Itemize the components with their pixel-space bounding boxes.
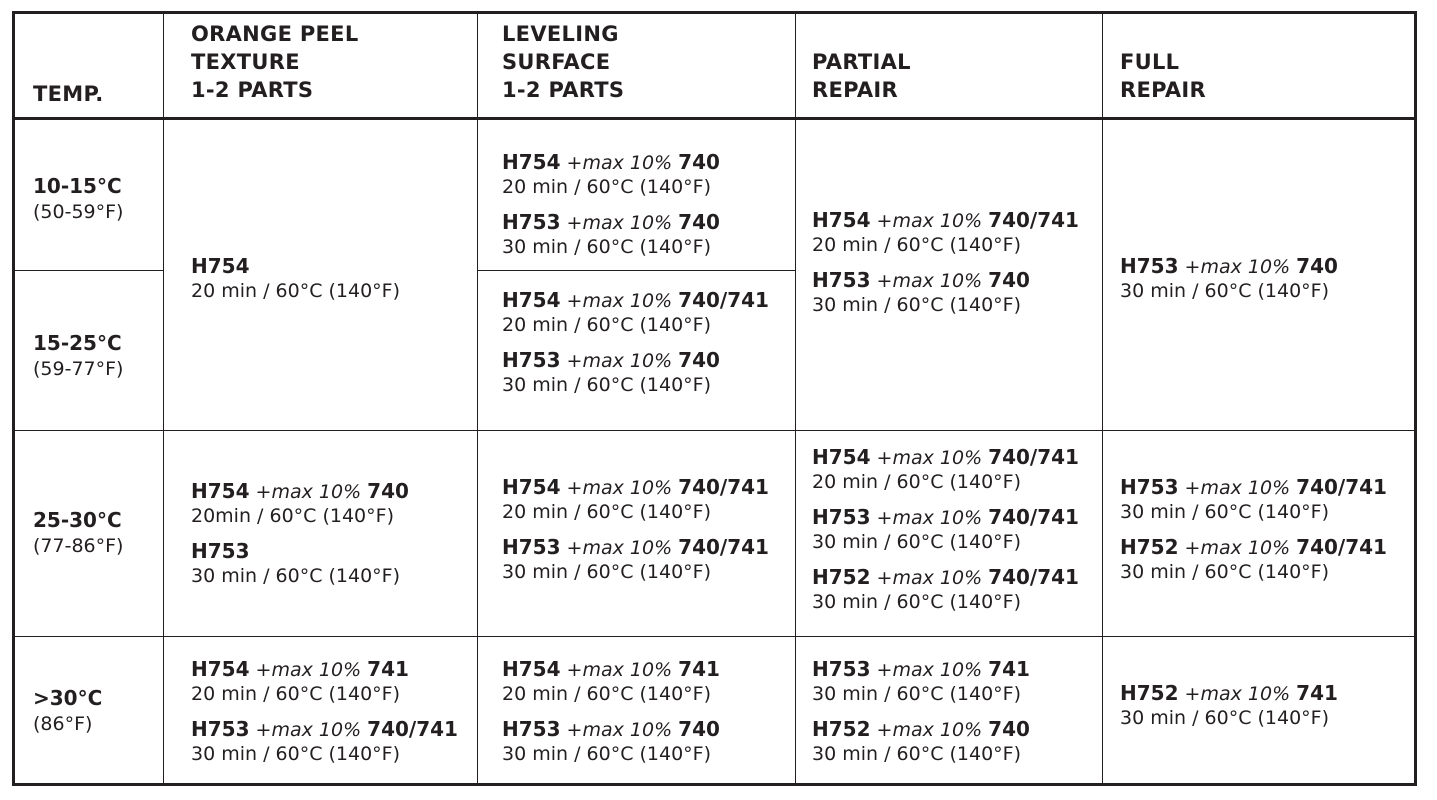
header-line: ORANGE PEEL xyxy=(191,22,359,46)
full-repair-30-cell xyxy=(1120,681,1338,730)
recipe-entry xyxy=(502,475,769,524)
row-divider xyxy=(15,636,1414,637)
recipe-mix xyxy=(502,348,769,373)
additive-ratio: +max 10% xyxy=(560,152,679,174)
temp-cell xyxy=(33,685,102,737)
additive-ratio: +max 10% xyxy=(1178,256,1297,278)
product-code: H753 xyxy=(502,717,561,741)
recipe-mix xyxy=(191,717,458,742)
product-code: H753 xyxy=(812,268,871,292)
partial-repair-25-30-cell xyxy=(812,445,1079,614)
header-line: REPAIR xyxy=(1120,78,1207,102)
additive-ratio: +max 10% xyxy=(870,567,989,589)
cure-time: 30 min / 60°C (140°F) xyxy=(191,565,401,587)
orange-peel-25-30-cell xyxy=(191,479,409,588)
recipe-mix xyxy=(191,479,409,504)
cure-time: 20 min / 60°C (140°F) xyxy=(812,471,1022,493)
hardener-code: 740 xyxy=(988,717,1030,741)
additive-ratio: +max 10% xyxy=(249,481,368,503)
recipe-mix xyxy=(502,535,769,560)
additive-ratio: +max 10% xyxy=(249,719,368,741)
header-line: TEXTURE xyxy=(191,50,300,74)
additive-ratio: +max 10% xyxy=(870,447,989,469)
product-code: H752 xyxy=(1120,535,1179,559)
leveling-15-25-cell xyxy=(502,288,769,397)
product-code: H753 xyxy=(1120,475,1179,499)
cure-time: 30 min / 60°C (140°F) xyxy=(1120,501,1330,523)
product-code: H754 xyxy=(502,657,561,681)
recipe-entry xyxy=(812,208,1079,257)
hardener-code: 740 xyxy=(678,717,720,741)
cure-time: 30 min / 60°C (140°F) xyxy=(1120,707,1330,729)
hardener-code: 740 xyxy=(367,479,409,503)
temp-fahrenheit: (86°F) xyxy=(33,713,93,735)
leveling-30-cell xyxy=(502,657,720,766)
recipe-entry xyxy=(1120,475,1387,524)
hardener-code: 740 xyxy=(988,268,1030,292)
recipe-entry xyxy=(502,288,769,337)
additive-ratio: +max 10% xyxy=(560,290,679,312)
column-divider xyxy=(795,14,796,783)
hardener-code: 740/741 xyxy=(678,535,769,559)
recipe-entry xyxy=(812,717,1030,766)
recipe-entry xyxy=(191,254,400,303)
hardener-code: 740 xyxy=(678,150,720,174)
temp-cell xyxy=(33,330,123,382)
partial-repair-30-cell xyxy=(812,657,1030,766)
recipe-entry xyxy=(502,348,769,397)
cure-time: 30 min / 60°C (140°F) xyxy=(812,294,1022,316)
additive-ratio: +max 10% xyxy=(560,212,679,234)
product-code: H753 xyxy=(191,539,250,563)
temp-value: 15-25°C xyxy=(33,331,122,355)
recipe-mix xyxy=(1120,535,1387,560)
recipe-mix xyxy=(812,505,1079,530)
cure-time: 30 min / 60°C (140°F) xyxy=(502,374,712,396)
header-line: REPAIR xyxy=(812,78,899,102)
hardener-code: 741 xyxy=(1296,681,1338,705)
row-divider xyxy=(15,430,1414,431)
temp-cell xyxy=(33,507,123,559)
row-divider xyxy=(477,270,795,271)
temp-value: 10-15°C xyxy=(33,174,122,198)
temp-cell xyxy=(33,173,123,225)
cure-time: 20 min / 60°C (140°F) xyxy=(502,683,712,705)
product-code: H754 xyxy=(191,657,250,681)
product-code: H753 xyxy=(502,535,561,559)
cure-time: 30 min / 60°C (140°F) xyxy=(1120,280,1330,302)
row-divider xyxy=(15,270,163,271)
hardener-code: 741 xyxy=(367,657,409,681)
recipe-mix xyxy=(812,208,1079,233)
additive-ratio: +max 10% xyxy=(560,719,679,741)
product-code: H754 xyxy=(502,288,561,312)
recipe-entry xyxy=(191,539,409,588)
header-line: 1-2 PARTS xyxy=(191,78,314,102)
mixing-table xyxy=(12,11,1417,786)
hardener-code: 740 xyxy=(678,348,720,372)
cure-time: 30 min / 60°C (140°F) xyxy=(502,236,712,258)
recipe-mix xyxy=(1120,475,1387,500)
recipe-mix xyxy=(812,717,1030,742)
hardener-code: 740 xyxy=(1296,254,1338,278)
additive-ratio: +max 10% xyxy=(870,659,989,681)
leveling-25-30-cell xyxy=(502,475,769,584)
product-code: H753 xyxy=(502,348,561,372)
recipe-entry xyxy=(1120,535,1387,584)
orange-peel-30-cell xyxy=(191,657,458,766)
recipe-mix xyxy=(191,539,409,564)
header-divider xyxy=(15,117,1414,120)
hardener-code: 740/741 xyxy=(678,288,769,312)
additive-ratio: +max 10% xyxy=(870,210,989,232)
recipe-entry xyxy=(191,479,409,528)
header-line: LEVELING xyxy=(502,22,619,46)
recipe-entry xyxy=(1120,254,1338,303)
hardener-code: 740/741 xyxy=(1296,475,1387,499)
cure-time: 30 min / 60°C (140°F) xyxy=(502,561,712,583)
additive-ratio: +max 10% xyxy=(1178,477,1297,499)
header-leveling xyxy=(502,20,624,104)
temp-fahrenheit: (77-86°F) xyxy=(33,535,124,557)
recipe-mix xyxy=(191,657,458,682)
full-repair-10-25-cell xyxy=(1120,254,1338,303)
recipe-mix xyxy=(1120,254,1338,279)
header-line: SURFACE xyxy=(502,50,611,74)
temp-fahrenheit: (50-59°F) xyxy=(33,201,124,223)
temp-value: >30°C xyxy=(33,686,103,710)
leveling-10-15-cell xyxy=(502,150,720,259)
hardener-code: 740/741 xyxy=(988,565,1079,589)
additive-ratio: +max 10% xyxy=(870,719,989,741)
recipe-entry xyxy=(812,445,1079,494)
recipe-entry xyxy=(1120,681,1338,730)
cure-time: 20 min / 60°C (140°F) xyxy=(502,501,712,523)
product-code: H752 xyxy=(812,565,871,589)
recipe-entry xyxy=(502,657,720,706)
recipe-mix xyxy=(1120,681,1338,706)
header-line: PARTIAL xyxy=(812,50,911,74)
hardener-code: 740/741 xyxy=(678,475,769,499)
header-line: FULL xyxy=(1120,50,1180,74)
additive-ratio: +max 10% xyxy=(560,659,679,681)
cure-time: 30 min / 60°C (140°F) xyxy=(191,743,401,765)
additive-ratio: +max 10% xyxy=(560,537,679,559)
product-code: H753 xyxy=(502,210,561,234)
header-partial-repair xyxy=(812,48,911,104)
recipe-entry xyxy=(812,657,1030,706)
product-code: H753 xyxy=(812,657,871,681)
column-divider xyxy=(477,14,478,783)
cure-time: 30 min / 60°C (140°F) xyxy=(812,591,1022,613)
recipe-entry xyxy=(191,717,458,766)
recipe-mix xyxy=(502,150,720,175)
recipe-entry xyxy=(812,505,1079,554)
recipe-entry xyxy=(812,268,1079,317)
product-code: H754 xyxy=(191,479,250,503)
hardener-code: 740/741 xyxy=(1296,535,1387,559)
orange-peel-10-25-cell xyxy=(191,254,400,303)
product-code: H754 xyxy=(812,208,871,232)
additive-ratio: +max 10% xyxy=(560,350,679,372)
product-code: H754 xyxy=(191,254,250,278)
recipe-mix xyxy=(812,565,1079,590)
additive-ratio: +max 10% xyxy=(870,270,989,292)
cure-time: 30 min / 60°C (140°F) xyxy=(812,683,1022,705)
cure-time: 30 min / 60°C (140°F) xyxy=(1120,561,1330,583)
recipe-mix xyxy=(812,657,1030,682)
product-code: H754 xyxy=(812,445,871,469)
recipe-mix xyxy=(502,657,720,682)
product-code: H753 xyxy=(812,505,871,529)
temp-fahrenheit: (59-77°F) xyxy=(33,358,124,380)
recipe-mix xyxy=(812,268,1079,293)
cure-time: 30 min / 60°C (140°F) xyxy=(502,743,712,765)
additive-ratio: +max 10% xyxy=(1178,537,1297,559)
cure-time: 20min / 60°C (140°F) xyxy=(191,505,394,527)
hardener-code: 740/741 xyxy=(367,717,458,741)
recipe-mix xyxy=(502,288,769,313)
header-temp xyxy=(33,80,104,108)
product-code: H754 xyxy=(502,150,561,174)
recipe-mix xyxy=(191,254,400,279)
cure-time: 20 min / 60°C (140°F) xyxy=(812,234,1022,256)
temp-value: 25-30°C xyxy=(33,508,122,532)
header-orange-peel xyxy=(191,20,359,104)
hardener-code: 740/741 xyxy=(988,445,1079,469)
header-line: TEMP. xyxy=(33,82,104,106)
recipe-entry xyxy=(502,717,720,766)
product-code: H754 xyxy=(502,475,561,499)
recipe-mix xyxy=(502,717,720,742)
hardener-code: 741 xyxy=(988,657,1030,681)
additive-ratio: +max 10% xyxy=(870,507,989,529)
full-repair-25-30-cell xyxy=(1120,475,1387,584)
recipe-mix xyxy=(502,475,769,500)
additive-ratio: +max 10% xyxy=(1178,683,1297,705)
recipe-entry xyxy=(502,535,769,584)
cure-time: 20 min / 60°C (140°F) xyxy=(502,176,712,198)
cure-time: 20 min / 60°C (140°F) xyxy=(191,683,401,705)
recipe-mix xyxy=(502,210,720,235)
hardener-code: 740 xyxy=(678,210,720,234)
product-code: H752 xyxy=(812,717,871,741)
column-divider xyxy=(1102,14,1103,783)
hardener-code: 740/741 xyxy=(988,208,1079,232)
partial-repair-10-25-cell xyxy=(812,208,1079,317)
additive-ratio: +max 10% xyxy=(249,659,368,681)
cure-time: 30 min / 60°C (140°F) xyxy=(812,531,1022,553)
header-full-repair xyxy=(1120,48,1206,104)
recipe-entry xyxy=(812,565,1079,614)
cure-time: 20 min / 60°C (140°F) xyxy=(191,280,401,302)
recipe-entry xyxy=(191,657,458,706)
recipe-mix xyxy=(812,445,1079,470)
cure-time: 20 min / 60°C (140°F) xyxy=(502,314,712,336)
header-line: 1-2 PARTS xyxy=(502,78,625,102)
product-code: H753 xyxy=(1120,254,1179,278)
recipe-entry xyxy=(502,210,720,259)
product-code: H753 xyxy=(191,717,250,741)
product-code: H752 xyxy=(1120,681,1179,705)
cure-time: 30 min / 60°C (140°F) xyxy=(812,743,1022,765)
hardener-code: 741 xyxy=(678,657,720,681)
column-divider xyxy=(163,14,164,783)
recipe-entry xyxy=(502,150,720,199)
hardener-code: 740/741 xyxy=(988,505,1079,529)
additive-ratio: +max 10% xyxy=(560,477,679,499)
